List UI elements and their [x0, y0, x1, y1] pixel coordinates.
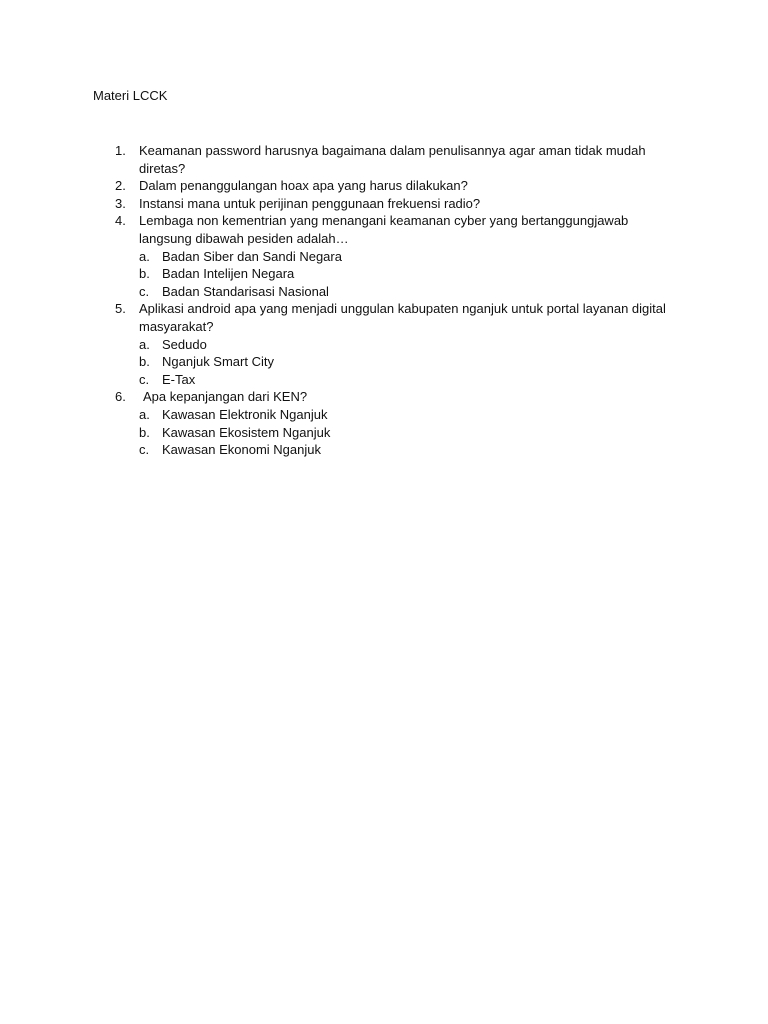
- question-text: Keamanan password harusnya bagaimana dalam penulisannya agar aman tidak mudah diretas?: [139, 143, 646, 176]
- answer-option: [0, 441, 768, 459]
- option-letter: b.: [139, 354, 150, 370]
- question-3: [0, 195, 768, 213]
- option-text: Badan Intelijen Negara: [162, 266, 295, 282]
- question-4: [0, 212, 768, 247]
- option-letter: a.: [139, 248, 150, 264]
- answer-option: [0, 424, 768, 442]
- option-letter: a.: [139, 336, 150, 352]
- option-text: Badan Siber dan Sandi Negara: [162, 248, 342, 264]
- option-text: E-Tax: [162, 371, 196, 387]
- option-text: Sedudo: [162, 336, 207, 352]
- option-letter: c.: [139, 442, 150, 458]
- question-2: [0, 177, 768, 195]
- option-text: Kawasan Ekonomi Nganjuk: [162, 442, 321, 458]
- answer-option: [0, 283, 768, 301]
- option-text: Kawasan Ekosistem Nganjuk: [162, 424, 331, 440]
- option-letter: a.: [139, 406, 150, 422]
- answer-option: [0, 353, 768, 371]
- option-letter: b.: [139, 424, 150, 440]
- answer-option: [0, 248, 768, 266]
- option-text: Nganjuk Smart City: [162, 354, 274, 370]
- question-number: 3.: [115, 195, 126, 211]
- answer-option: [0, 406, 768, 424]
- document-title: Materi LCCK: [93, 88, 168, 103]
- question-5: [0, 300, 768, 335]
- question-number: 5.: [115, 301, 126, 317]
- question-6: [0, 388, 768, 406]
- question-text: Dalam penanggulangan hoax apa yang harus dilakukan?: [139, 178, 468, 194]
- question-text: Apa kepanjangan dari KEN?: [143, 389, 308, 405]
- question-number: 4.: [115, 213, 126, 229]
- option-letter: b.: [139, 266, 150, 282]
- question-1: [0, 142, 768, 177]
- question-text: Aplikasi android apa yang menjadi unggulan kabupaten nganjuk untuk portal layanan digital masyarakat?: [139, 301, 666, 334]
- answer-option: [0, 265, 768, 283]
- question-number: 2.: [115, 178, 126, 194]
- answer-option: [0, 336, 768, 354]
- question-text: Lembaga non kementrian yang menangani keamanan cyber yang bertanggungjawab langsung dibawah pesiden adalah…: [139, 213, 629, 246]
- option-letter: c.: [139, 371, 150, 387]
- option-letter: c.: [139, 283, 150, 299]
- answer-option: [0, 371, 768, 389]
- question-number: 1.: [115, 143, 126, 158]
- option-text: Badan Standarisasi Nasional: [162, 283, 329, 299]
- question-number: 6.: [115, 389, 126, 405]
- question-text: Instansi mana untuk perijinan penggunaan frekuensi radio?: [139, 195, 481, 211]
- option-text: Kawasan Elektronik Nganjuk: [162, 406, 328, 422]
- question-list: [0, 142, 768, 459]
